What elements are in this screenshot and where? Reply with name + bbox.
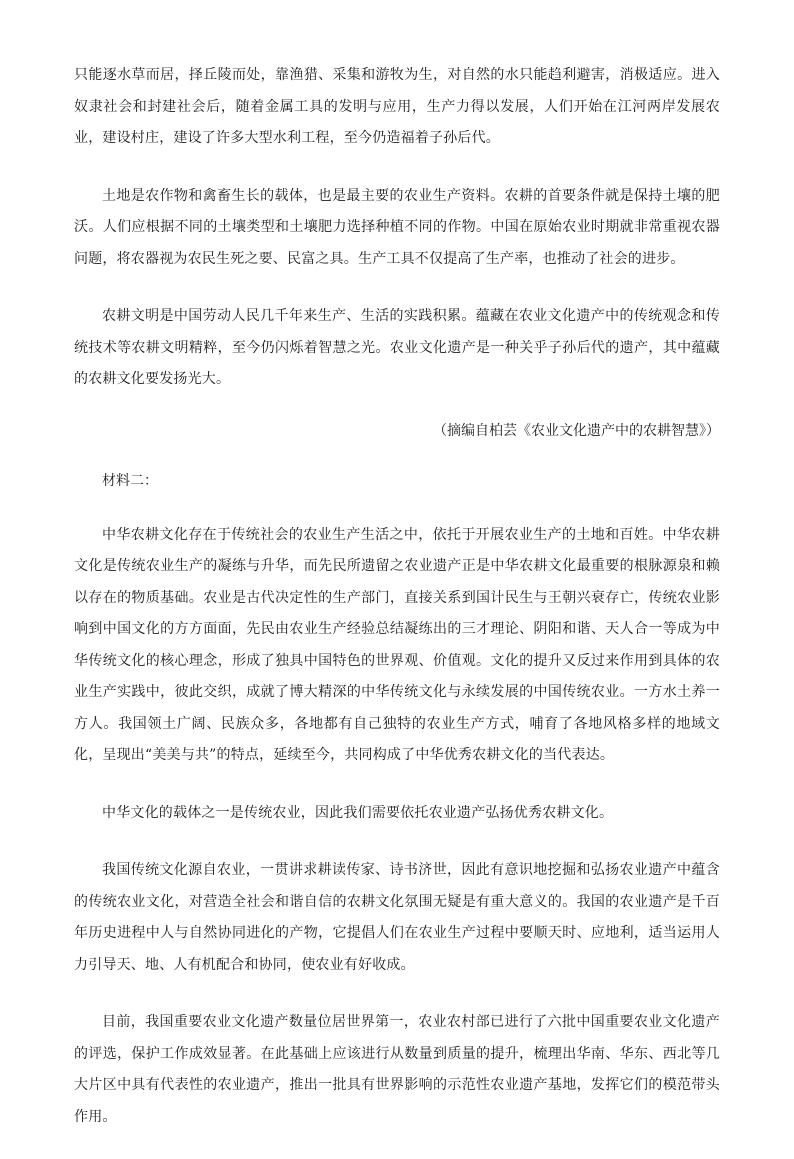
paragraph-tradition: 我国传统文化源自农业，一贯讲求耕读传家、诗书济世，因此有意识地挖掘和弘扬农业遗产中蕴含的传统农业文化，对营造全社会和谐自信的农耕文化氛围无疑是有重大意义的。我国的农业遗产是千百年历史进程中人与自然协同进化的产物，它提倡人们在农业生产过程中要顺天时、应地利，适当运用人力引导天、地、人有机配合和协同，使农业有好收成。 <box>74 862 720 973</box>
paragraph-continued: 只能逐水草而居，择丘陵而处，靠渔猎、采集和游牧为生，对自然的水只能趋利避害，消极适应。进入奴隶社会和封建社会后，随着金属工具的发明与应用，生产力得以发展，人们开始在江河两岸发展农业，建设村庄，建设了许多大型水利工程，至今仍造福着子孙后代。 <box>74 67 720 146</box>
paragraph-carrier: 中华文化的载体之一是传统农业，因此我们需要依托农业遗产弘扬优秀农耕文化。 <box>102 804 614 821</box>
paragraph-culture-origin: 中华农耕文化存在于传统社会的农业生产生活之中，依托于开展农业生产的土地和百姓。中华农耕文化是传统农业生产的凝练与升华，而先民所遗留之农业遗产正是中华农耕文化最重要的根脉源泉和赖以存在的物质基础。农业是古代决定性的生产部门，直接关系到国计民生与王朝兴衰存亡，传统农业影响到中国文化的方方面面，先民由农业生产经验总结凝练出的三才理论、阴阳和谐、天人合一等成为中华传统文化的核心理念，形成了独具中国特色的世界观、价值观。文化的提升又反过来作用到具体的农业生产实践中，彼此交织，成就了博大精深的中华传统文化与永续发展的中国传统农业。一方水土养一方人。我国领土广阔、民族众多，各地都有自己独特的农业生产方式，哺育了各地风格多样的地域文化，呈现出“美美与共”的特点，延续至今，共同构成了中华优秀农耕文化的当代表达。 <box>74 526 720 763</box>
paragraph-farming-civilization: 农耕文明是中国劳动人民几千年来生产、生活的实践积累。蕴藏在农业文化遗产中的传统观念和传统技术等农耕文明精粹，至今仍闪烁着智慧之光。农业文化遗产是一种关乎子孙后代的遗产，其中蕴藏的农耕文化要发扬光大。 <box>74 308 720 387</box>
material-heading: 材料二： <box>102 472 158 489</box>
paragraph-current-status: 目前，我国重要农业文化遗产数量位居世界第一，农业农村部已进行了六批中国重要农业文化遗产的评选，保护工作成效显著。在此基础上应该进行从数量到质量的提升，梳理出华南、华东、西北等几大片区中具有代表性的农业遗产，推出一批具有世界影响的示范性农业遗产基地，发挥它们的模范带头作用。 <box>74 1014 720 1125</box>
document-page <box>74 60 720 1159</box>
source-citation: （摘编自柏芸《农业文化遗产中的农耕智慧》） <box>433 422 720 439</box>
paragraph-soil: 土地是农作物和禽畜生长的载体，也是最主要的农业生产资料。农耕的首要条件就是保持土壤的肥沃。人们应根据不同的土壤类型和土壤肥力选择种植不同的作物。中国在原始农业时期就非常重视农器问题，将农器视为农民生死之要、民富之具。生产工具不仅提高了生产率，也推动了社会的进步。 <box>74 187 720 267</box>
